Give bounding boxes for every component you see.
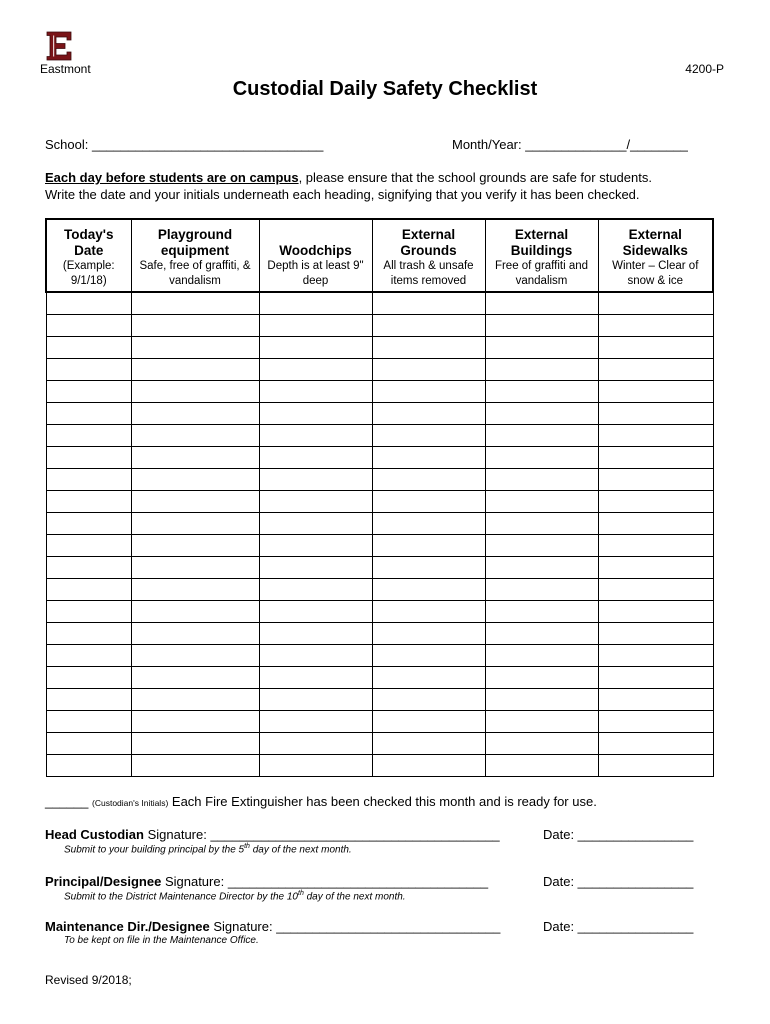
table-cell[interactable] [485,755,598,777]
column-header-playground: Playground equipment Safe, free of graffiti, & vandalism [131,219,259,292]
table-cell[interactable] [372,292,485,315]
table-cell[interactable] [485,315,598,337]
table-row [46,689,713,711]
table-cell[interactable] [46,447,131,469]
table-cell[interactable] [131,315,259,337]
table-cell[interactable] [259,447,372,469]
table-cell[interactable] [372,381,485,403]
column-header-external-sidewalks: External Sidewalks Winter – Clear of snow & ice [598,219,713,292]
table-cell[interactable] [131,447,259,469]
table-cell[interactable] [598,711,713,733]
extinguisher-check [45,794,597,809]
table-cell[interactable] [259,513,372,535]
table-cell[interactable] [131,381,259,403]
table-cell[interactable] [598,359,713,381]
table-cell[interactable] [259,623,372,645]
table-cell[interactable] [46,513,131,535]
table-cell[interactable] [598,403,713,425]
table-cell[interactable] [259,755,372,777]
table-row [46,469,713,491]
initials-label: (Custodian's Initials) [92,798,169,808]
table-cell[interactable] [598,601,713,623]
table-cell[interactable] [485,535,598,557]
maintenance-date[interactable]: Date: ________________ [543,919,694,934]
table-cell[interactable] [259,469,372,491]
table-cell[interactable] [259,491,372,513]
table-cell[interactable] [372,403,485,425]
table-cell[interactable] [372,579,485,601]
table-cell[interactable] [46,469,131,491]
table-cell[interactable] [485,711,598,733]
table-cell[interactable] [372,535,485,557]
table-row [46,513,713,535]
table-cell[interactable] [259,315,372,337]
table-row [46,755,713,777]
table-cell[interactable] [485,359,598,381]
table-cell[interactable] [46,381,131,403]
checklist-table [45,218,714,777]
table-cell[interactable] [598,337,713,359]
table-cell[interactable] [485,447,598,469]
table-cell[interactable] [598,315,713,337]
table-cell[interactable] [485,733,598,755]
table-cell[interactable] [372,667,485,689]
initials-blank[interactable]: ______ [45,794,89,809]
table-cell[interactable] [259,359,372,381]
maintenance-note: To be kept on file in the Maintenance Office. [64,935,259,946]
table-cell[interactable] [259,535,372,557]
table-cell[interactable] [598,381,713,403]
principal-signature[interactable]: Principal/Designee Signature: ____________________________________ [45,874,489,889]
table-cell[interactable] [598,733,713,755]
table-cell[interactable] [131,513,259,535]
table-row [46,645,713,667]
instructions-emphasis: Each day before students are on campus [45,170,299,185]
table-cell[interactable] [46,337,131,359]
table-cell[interactable] [46,601,131,623]
head-custodian-date[interactable]: Date: ________________ [543,827,694,842]
table-cell[interactable] [372,469,485,491]
table-cell[interactable] [131,491,259,513]
table-cell[interactable] [46,403,131,425]
table-cell[interactable] [259,557,372,579]
table-cell[interactable] [372,425,485,447]
column-header-external-buildings: External Buildings Free of graffiti and vandalism [485,219,598,292]
eastmont-logo [46,31,72,61]
table-cell[interactable] [485,425,598,447]
table-row [46,733,713,755]
table-row [46,557,713,579]
page-title: Custodial Daily Safety Checklist [232,78,538,100]
table-cell[interactable] [485,469,598,491]
table-cell[interactable] [485,667,598,689]
table-cell[interactable] [372,557,485,579]
table-cell[interactable] [259,711,372,733]
maintenance-signature[interactable]: Maintenance Dir./Designee Signature: _______________________________ [45,919,501,934]
table-cell[interactable] [131,667,259,689]
table-cell[interactable] [259,645,372,667]
table-cell[interactable] [485,689,598,711]
table-cell[interactable] [46,689,131,711]
table-cell[interactable] [131,557,259,579]
instructions-text: , please ensure that the school grounds are safe for students. [298,170,652,185]
table-cell[interactable] [598,557,713,579]
table-row [46,711,713,733]
month-year-field[interactable]: Month/Year: ______________/________ [452,137,688,152]
table-row [46,579,713,601]
table-cell[interactable] [485,337,598,359]
table-cell[interactable] [598,491,713,513]
column-header-woodchips: Woodchips Depth is at least 9" deep [259,219,372,292]
principal-note: Submit to the District Maintenance Director by the 10th day of the next month. [64,890,406,903]
table-cell[interactable] [46,557,131,579]
table-cell[interactable] [131,403,259,425]
table-cell[interactable] [372,601,485,623]
table-cell[interactable] [598,623,713,645]
instructions [45,169,735,203]
table-row [46,623,713,645]
table-row [46,403,713,425]
table-cell[interactable] [46,292,131,315]
table-cell[interactable] [46,645,131,667]
table-cell[interactable] [485,403,598,425]
table-cell[interactable] [485,513,598,535]
table-cell[interactable] [485,491,598,513]
table-cell[interactable] [131,645,259,667]
table-cell[interactable] [131,711,259,733]
table-cell[interactable] [372,337,485,359]
table-cell[interactable] [46,579,131,601]
table-row [46,667,713,689]
table-cell[interactable] [598,645,713,667]
table-cell[interactable] [598,535,713,557]
head-custodian-note: Submit to your building principal by the 5th day of the next month. [64,843,352,856]
table-cell[interactable] [598,292,713,315]
table-row [46,447,713,469]
table-row [46,359,713,381]
table-cell[interactable] [372,689,485,711]
table-cell[interactable] [131,623,259,645]
table-cell[interactable] [259,425,372,447]
table-cell[interactable] [131,689,259,711]
table-cell[interactable] [131,579,259,601]
table-cell[interactable] [46,711,131,733]
table-cell[interactable] [131,601,259,623]
table-cell[interactable] [598,667,713,689]
table-cell[interactable] [131,425,259,447]
table-cell[interactable] [598,755,713,777]
table-cell[interactable] [485,645,598,667]
table-row [46,491,713,513]
table-header-row [46,219,713,292]
column-header-external-grounds: External Grounds All trash & unsafe items removed [372,219,485,292]
table-cell[interactable] [46,315,131,337]
table-cell[interactable] [131,755,259,777]
table-cell[interactable] [259,601,372,623]
table-cell[interactable] [372,623,485,645]
table-row [46,381,713,403]
school-field[interactable]: School: ________________________________ [45,137,324,152]
table-cell[interactable] [485,623,598,645]
extinguisher-text: Each Fire Extinguisher has been checked this month and is ready for use. [171,794,597,809]
column-header-date: Today's Date (Example: 9/1/18) [46,219,131,292]
table-cell[interactable] [598,513,713,535]
table-cell[interactable] [46,425,131,447]
table-cell[interactable] [372,755,485,777]
table-cell[interactable] [46,535,131,557]
table-cell[interactable] [598,689,713,711]
table-cell[interactable] [46,733,131,755]
table-cell[interactable] [485,579,598,601]
table-cell[interactable] [259,579,372,601]
table-cell[interactable] [131,292,259,315]
table-cell[interactable] [259,403,372,425]
table-cell[interactable] [598,447,713,469]
table-cell[interactable] [46,491,131,513]
table-cell[interactable] [46,623,131,645]
table-cell[interactable] [131,469,259,491]
table-cell[interactable] [259,733,372,755]
table-row [46,292,713,315]
table-cell[interactable] [485,601,598,623]
table-cell[interactable] [46,755,131,777]
table-cell[interactable] [598,469,713,491]
table-cell[interactable] [372,315,485,337]
organization-name: Eastmont [40,62,91,76]
table-row [46,315,713,337]
table-cell[interactable] [259,292,372,315]
table-cell[interactable] [372,513,485,535]
table-cell[interactable] [131,359,259,381]
table-cell[interactable] [485,557,598,579]
table-cell[interactable] [372,645,485,667]
table-cell[interactable] [259,337,372,359]
revised-date: Revised 9/2018; [45,973,132,987]
table-cell[interactable] [131,733,259,755]
table-row [46,337,713,359]
table-cell[interactable] [259,689,372,711]
policy-number: 4200-P [685,62,724,76]
table-cell[interactable] [485,292,598,315]
table-cell[interactable] [259,381,372,403]
table-cell[interactable] [485,381,598,403]
table-row [46,535,713,557]
table-cell[interactable] [372,447,485,469]
table-cell[interactable] [131,535,259,557]
principal-date[interactable]: Date: ________________ [543,874,694,889]
instructions-line2: Write the date and your initials underneath each heading, signifying that you verify it has been checked. [45,187,640,202]
table-cell[interactable] [372,733,485,755]
table-cell[interactable] [46,359,131,381]
head-custodian-signature[interactable]: Head Custodian Signature: ________________________________________ [45,827,500,842]
table-row [46,425,713,447]
table-cell[interactable] [131,337,259,359]
table-cell[interactable] [372,359,485,381]
table-cell[interactable] [46,667,131,689]
table-cell[interactable] [598,425,713,447]
table-cell[interactable] [259,667,372,689]
table-cell[interactable] [598,579,713,601]
table-row [46,601,713,623]
table-cell[interactable] [372,711,485,733]
table-cell[interactable] [372,491,485,513]
